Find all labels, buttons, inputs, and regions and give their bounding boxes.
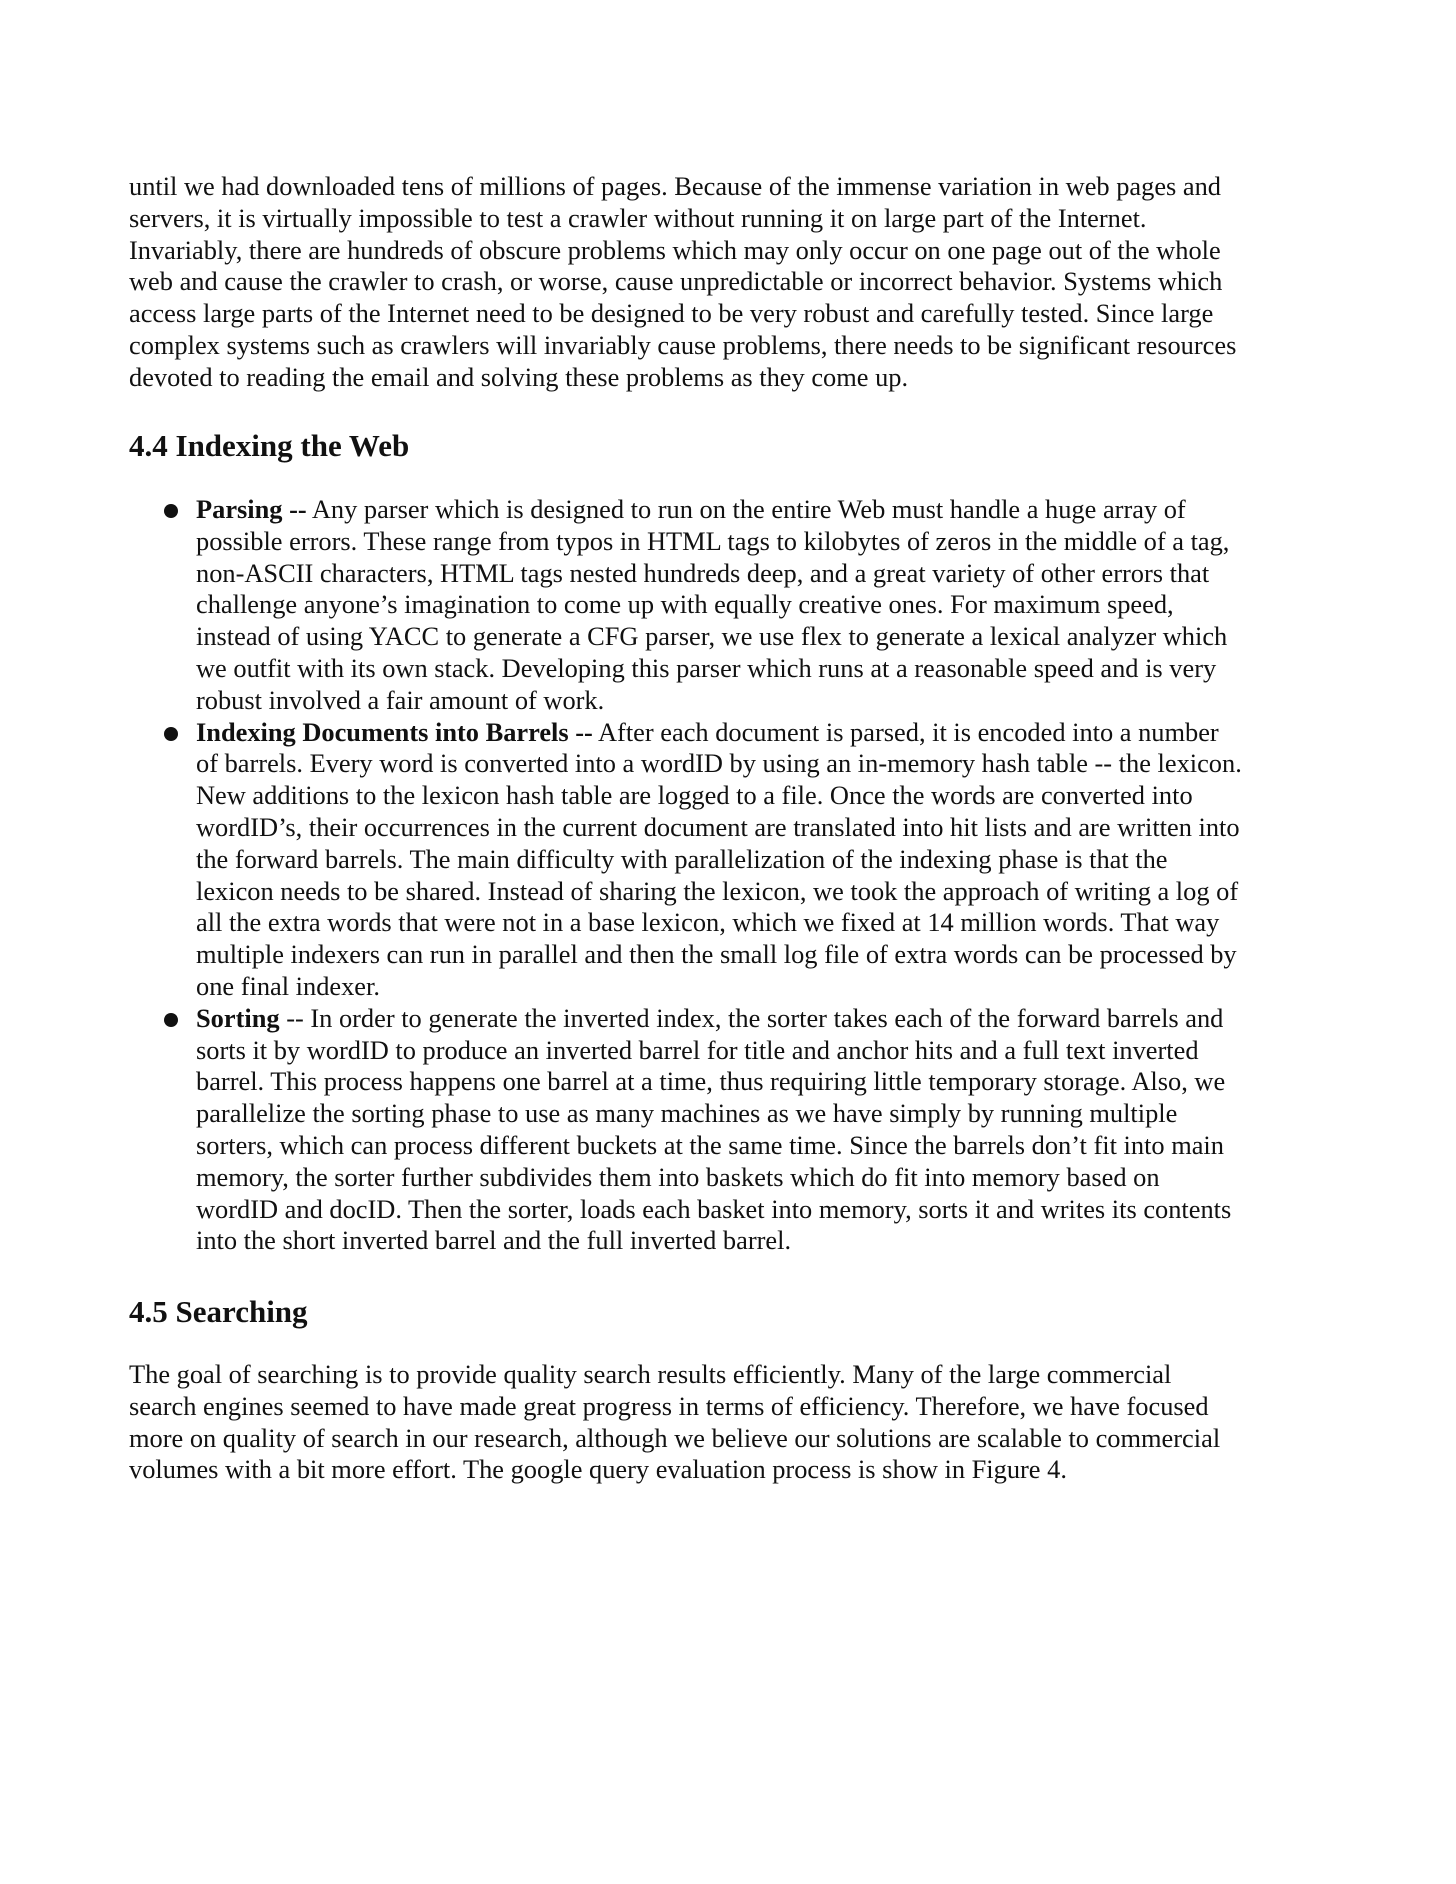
bullet-line: wordID’s, their occurrences in the current document are translated into hit lists and are written into [196, 811, 1240, 842]
bullet-icon [164, 727, 178, 741]
bullet-text: After each document is parsed, it is encoded into a number [592, 716, 1219, 747]
bullet-first-line [196, 494, 1339, 526]
bullet-line: of barrels. Every word is converted into a wordID by using an in-memory hash table -- the lexicon. [196, 748, 1242, 779]
bullet-line: sorts it by wordID to produce an inverted barrel for title and anchor hits and a full text inverted [196, 1034, 1199, 1065]
bullet-line: wordID and docID. Then the sorter, loads each basket into memory, sorts it and writes its contents [196, 1193, 1232, 1224]
paragraph-line: until we had downloaded tens of millions of pages. Because of the immense variation in web pages and [129, 171, 1222, 201]
section-heading-searching: 4.5 Searching [129, 1294, 308, 1329]
bullet-line: sorters, which can process different buckets at the same time. Since the barrels don’t fit into main [196, 1129, 1224, 1160]
indexing-bullet-list [129, 494, 1339, 1257]
paragraph-line: The goal of searching is to provide quality search results efficiently. Many of the large commercial [129, 1359, 1172, 1389]
bullet-line: multiple indexers can run in parallel and then the small log file of extra words can be processed by [196, 939, 1237, 970]
bullet-text: -- In order to generate the inverted index, the sorter takes each of the forward barrels and [279, 1002, 1224, 1033]
paragraph-line: access large parts of the Internet need to be designed to be very robust and carefully tested. Since large [129, 298, 1214, 329]
bullet-line: possible errors. These range from typos in HTML tags to kilobytes of zeros in the middle of a tag, [196, 525, 1230, 556]
paragraph-line: volumes with a bit more effort. The google query evaluation process is show in Figure 4. [129, 1454, 1067, 1485]
bullet-icon [164, 504, 178, 518]
list-item-indexing-documents [129, 717, 1339, 1003]
intro-paragraph [129, 171, 1339, 394]
list-item-parsing [129, 494, 1339, 717]
paragraph-line: devoted to reading the email and solving these problems as they come up. [129, 361, 909, 392]
bullet-line: the forward barrels. The main difficulty with parallelization of the indexing phase is that the [196, 843, 1168, 874]
paragraph-line: complex systems such as crawlers will invariably cause problems, there needs to be significant resources [129, 329, 1237, 360]
bullet-term: Sorting [196, 1002, 280, 1033]
bullet-term: Indexing Documents into Barrels -- [196, 716, 593, 747]
bullet-first-line [196, 1003, 1339, 1035]
paragraph-line: Invariably, there are hundreds of obscure problems which may only occur on one page out of the whole [129, 234, 1221, 265]
bullet-line: all the extra words that were not in a base lexicon, which we fixed at 14 million words. That way [196, 907, 1220, 938]
bullet-icon [164, 1013, 178, 1027]
bullet-line: one final indexer. [196, 970, 380, 1001]
paragraph-line: web and cause the crawler to crash, or worse, cause unpredictable or incorrect behavior. Systems which [129, 266, 1223, 297]
bullet-line: New additions to the lexicon hash table are logged to a file. Once the words are converted into [196, 780, 1193, 811]
bullet-term: Parsing -- [196, 494, 307, 524]
bullet-line: into the short inverted barrel and the full inverted barrel. [196, 1225, 792, 1256]
bullet-line: robust involved a fair amount of work. [196, 684, 605, 715]
bullet-line: non-ASCII characters, HTML tags nested hundreds deep, and a great variety of other errors that [196, 557, 1210, 588]
bullet-line: we outfit with its own stack. Developing this parser which runs at a reasonable speed and is very [196, 652, 1217, 683]
bullet-line: instead of using YACC to generate a CFG parser, we use flex to generate a lexical analyzer which [196, 621, 1228, 652]
list-item-sorting [129, 1003, 1339, 1257]
bullet-line: challenge anyone’s imagination to come up with equally creative ones. For maximum speed, [196, 589, 1174, 620]
bullet-line: barrel. This process happens one barrel at a time, thus requiring little temporary storage. Also, we [196, 1066, 1226, 1097]
bullet-line: memory, the sorter further subdivides them into baskets which do fit into memory based on [196, 1161, 1160, 1192]
bullet-line: parallelize the sorting phase to use as many machines as we have simply by running multiple [196, 1098, 1178, 1129]
paragraph-line: servers, it is virtually impossible to test a crawler without running it on large part of the Internet. [129, 202, 1147, 233]
bullet-text: Any parser which is designed to run on the entire Web must handle a huge array of [306, 494, 1186, 524]
bullet-first-line [196, 717, 1339, 749]
section-heading-indexing: 4.4 Indexing the Web [129, 428, 410, 463]
paragraph-line: more on quality of search in our research, although we believe our solutions are scalable to commercial [129, 1422, 1221, 1453]
searching-paragraph [129, 1359, 1339, 1486]
bullet-line: lexicon needs to be shared. Instead of sharing the lexicon, we took the approach of writing a log of [196, 875, 1239, 906]
paragraph-line: search engines seemed to have made great progress in terms of efficiency. Therefore, we have focused [129, 1390, 1209, 1421]
